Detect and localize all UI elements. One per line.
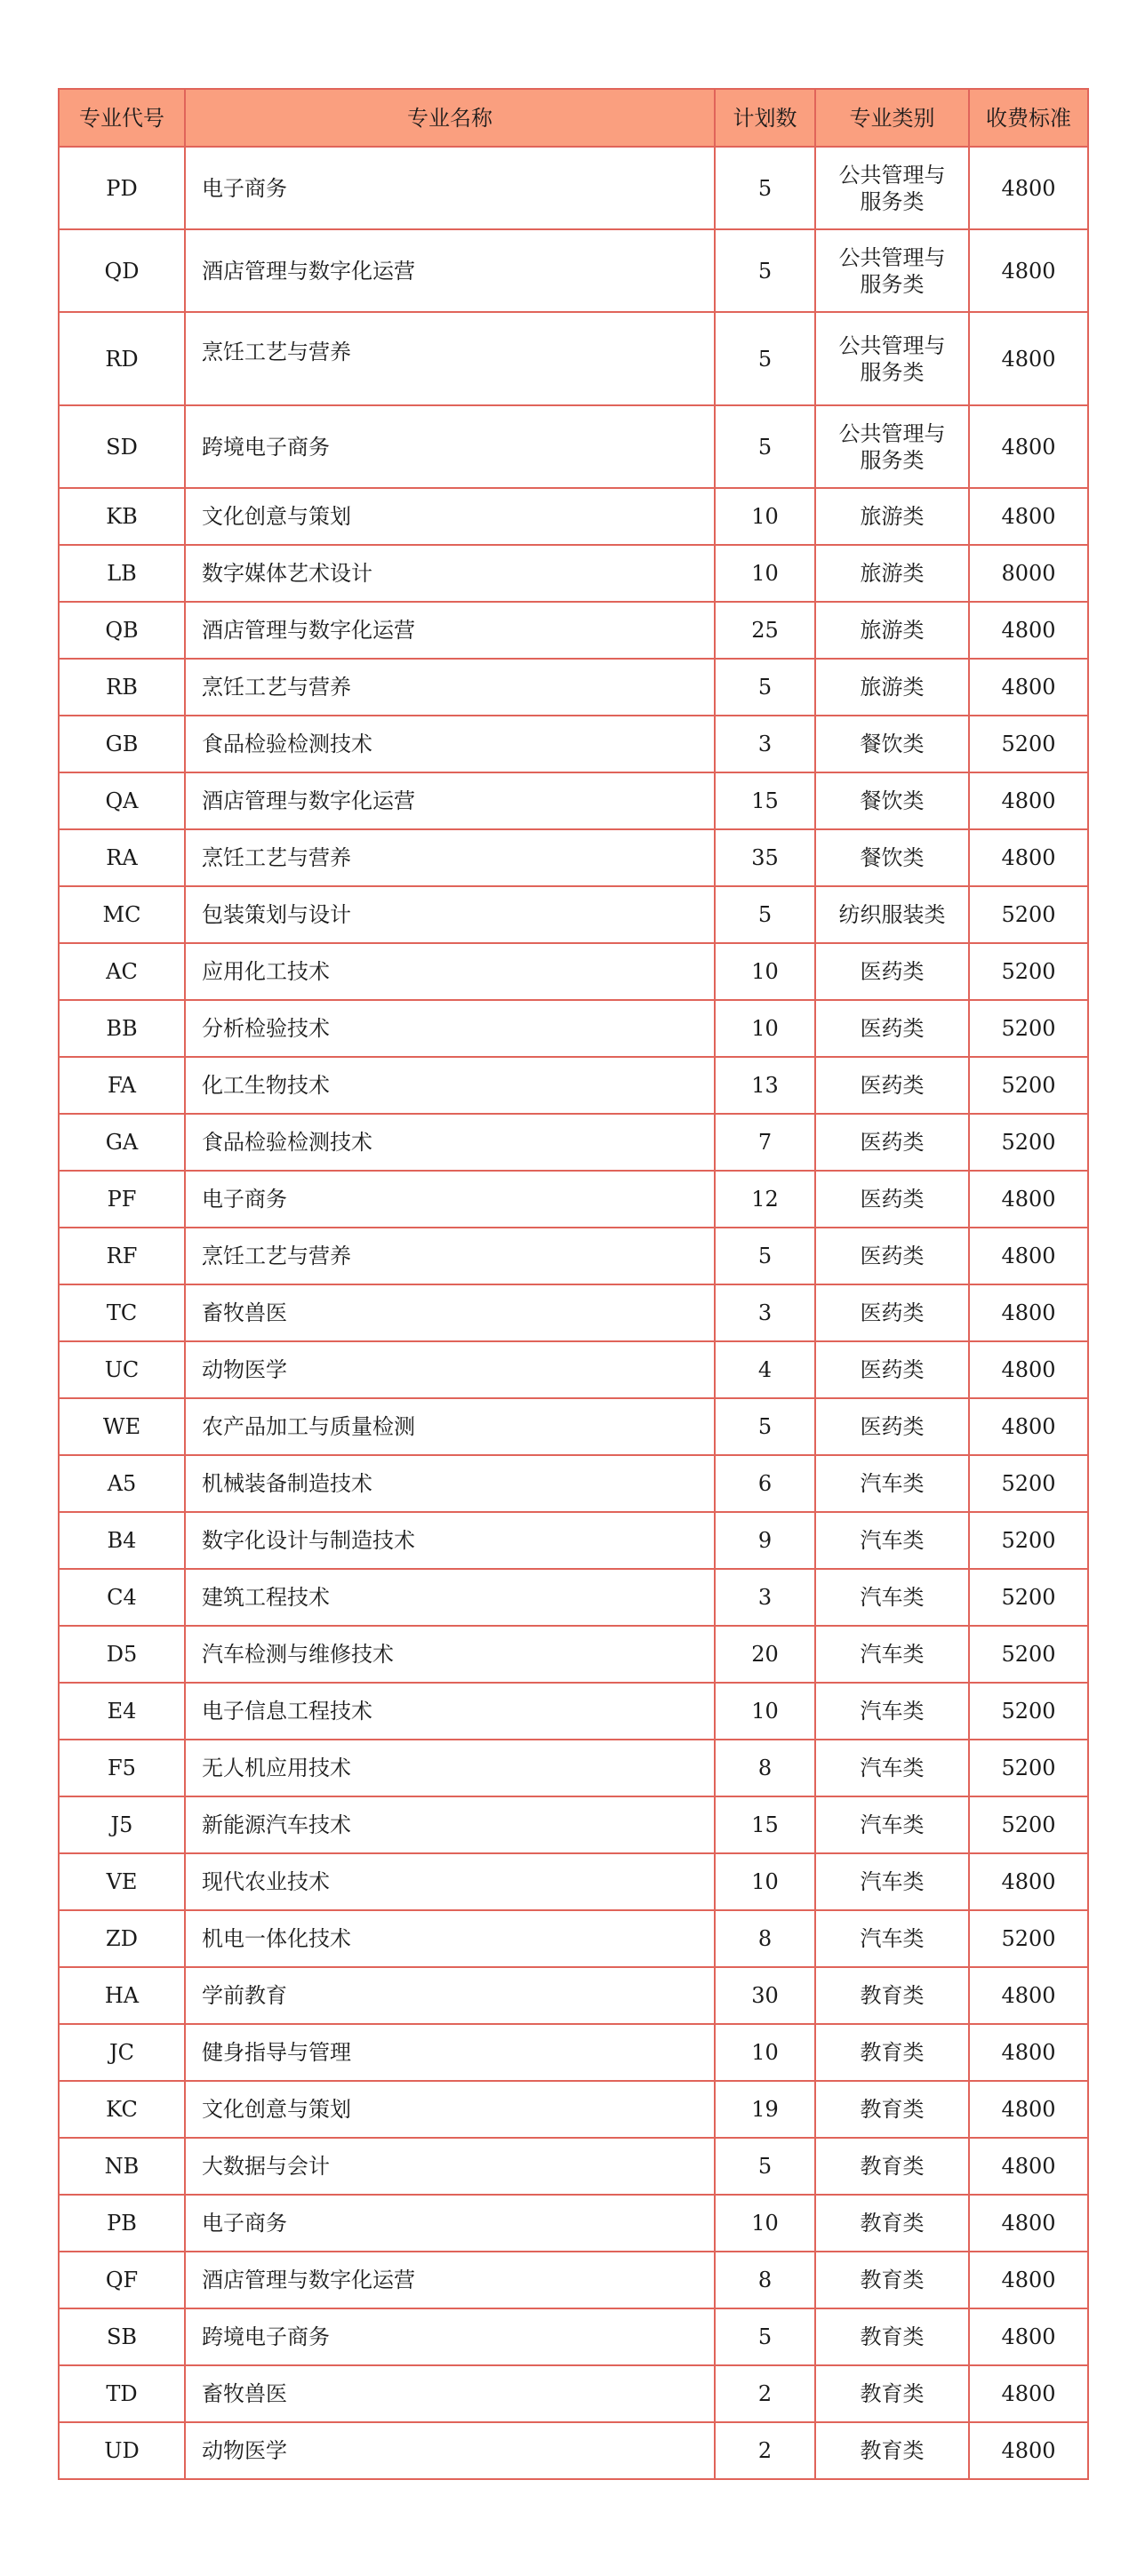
table-row <box>59 2422 1088 2479</box>
cell-fee: 8000 <box>969 545 1088 602</box>
table-row <box>59 716 1088 772</box>
table-row <box>59 1683 1088 1740</box>
cell-fee: 4800 <box>969 659 1088 716</box>
cell-category: 餐饮类 <box>815 772 969 829</box>
table-row <box>59 602 1088 659</box>
cell-category: 旅游类 <box>815 545 969 602</box>
cell-name: 数字化设计与制造技术 <box>185 1512 715 1569</box>
cell-category: 公共管理与 服务类 <box>815 147 969 229</box>
cell-plan: 5 <box>715 886 815 943</box>
cell-code: HA <box>59 1967 185 2024</box>
cell-plan: 10 <box>715 1000 815 1057</box>
cell-category: 汽车类 <box>815 1626 969 1683</box>
cell-plan: 3 <box>715 716 815 772</box>
cell-fee: 5200 <box>969 1569 1088 1626</box>
table-row <box>59 405 1088 488</box>
table-row <box>59 2138 1088 2195</box>
cell-fee: 5200 <box>969 1114 1088 1171</box>
cell-category: 医药类 <box>815 1114 969 1171</box>
cell-fee: 4800 <box>969 602 1088 659</box>
cell-name: 畜牧兽医 <box>185 2365 715 2422</box>
cell-code: RB <box>59 659 185 716</box>
cell-code: PB <box>59 2195 185 2252</box>
table-row <box>59 1000 1088 1057</box>
cell-name: 食品检验检测技术 <box>185 1114 715 1171</box>
cell-code: FA <box>59 1057 185 1114</box>
cell-name: 动物医学 <box>185 2422 715 2479</box>
cell-code: SD <box>59 405 185 488</box>
cell-fee: 5200 <box>969 1626 1088 1683</box>
table-row <box>59 1910 1088 1967</box>
table-row <box>59 147 1088 229</box>
cell-fee: 4800 <box>969 1853 1088 1910</box>
cell-category: 餐饮类 <box>815 716 969 772</box>
cell-plan: 5 <box>715 229 815 312</box>
cell-fee: 4800 <box>969 1967 1088 2024</box>
cell-category: 医药类 <box>815 1171 969 1228</box>
cell-code: WE <box>59 1398 185 1455</box>
cell-fee: 4800 <box>969 2422 1088 2479</box>
cell-category: 旅游类 <box>815 659 969 716</box>
table-row <box>59 1569 1088 1626</box>
cell-name: 烹饪工艺与营养 <box>185 829 715 886</box>
cell-plan: 35 <box>715 829 815 886</box>
cell-category: 汽车类 <box>815 1683 969 1740</box>
cell-plan: 25 <box>715 602 815 659</box>
header-fee: 收费标准 <box>969 89 1088 147</box>
cell-code: UC <box>59 1341 185 1398</box>
cell-category: 汽车类 <box>815 1796 969 1853</box>
table-header <box>59 89 1088 147</box>
cell-name: 烹饪工艺与营养 <box>185 312 715 405</box>
table-row <box>59 1512 1088 1569</box>
cell-fee: 5200 <box>969 1512 1088 1569</box>
cell-plan: 5 <box>715 312 815 405</box>
cell-code: LB <box>59 545 185 602</box>
cell-category: 汽车类 <box>815 1512 969 1569</box>
cell-code: PD <box>59 147 185 229</box>
cell-fee: 5200 <box>969 1910 1088 1967</box>
table-row <box>59 545 1088 602</box>
cell-name: 化工生物技术 <box>185 1057 715 1114</box>
cell-plan: 10 <box>715 943 815 1000</box>
cell-code: QD <box>59 229 185 312</box>
cell-code: JC <box>59 2024 185 2081</box>
cell-name: 动物医学 <box>185 1341 715 1398</box>
cell-name: 无人机应用技术 <box>185 1740 715 1796</box>
cell-code: TC <box>59 1284 185 1341</box>
cell-fee: 4800 <box>969 2195 1088 2252</box>
table-row <box>59 772 1088 829</box>
cell-plan: 5 <box>715 2138 815 2195</box>
cell-code: QB <box>59 602 185 659</box>
cell-category: 教育类 <box>815 2081 969 2138</box>
cell-fee: 5200 <box>969 716 1088 772</box>
cell-category: 医药类 <box>815 1228 969 1284</box>
cell-code: KC <box>59 2081 185 2138</box>
cell-code: AC <box>59 943 185 1000</box>
cell-plan: 8 <box>715 2252 815 2308</box>
cell-code: B4 <box>59 1512 185 1569</box>
cell-fee: 5200 <box>969 1683 1088 1740</box>
cell-category: 公共管理与 服务类 <box>815 405 969 488</box>
cell-category: 汽车类 <box>815 1910 969 1967</box>
cell-name: 机电一体化技术 <box>185 1910 715 1967</box>
cell-plan: 10 <box>715 545 815 602</box>
cell-name: 建筑工程技术 <box>185 1569 715 1626</box>
table-row <box>59 229 1088 312</box>
cell-category: 医药类 <box>815 1000 969 1057</box>
table-row <box>59 1284 1088 1341</box>
cell-name: 文化创意与策划 <box>185 488 715 545</box>
cell-category: 汽车类 <box>815 1740 969 1796</box>
cell-plan: 2 <box>715 2422 815 2479</box>
cell-category: 旅游类 <box>815 488 969 545</box>
cell-plan: 3 <box>715 1284 815 1341</box>
cell-fee: 4800 <box>969 147 1088 229</box>
table-row <box>59 1626 1088 1683</box>
header-plan: 计划数 <box>715 89 815 147</box>
cell-fee: 5200 <box>969 886 1088 943</box>
cell-code: F5 <box>59 1740 185 1796</box>
cell-plan: 3 <box>715 1569 815 1626</box>
cell-fee: 5200 <box>969 943 1088 1000</box>
header-row <box>59 89 1088 147</box>
cell-code: BB <box>59 1000 185 1057</box>
cell-code: VE <box>59 1853 185 1910</box>
header-category: 专业类别 <box>815 89 969 147</box>
cell-name: 酒店管理与数字化运营 <box>185 772 715 829</box>
table-row <box>59 2308 1088 2365</box>
table-row <box>59 2024 1088 2081</box>
cell-plan: 20 <box>715 1626 815 1683</box>
cell-category: 教育类 <box>815 2422 969 2479</box>
table-body <box>59 147 1088 2479</box>
cell-plan: 30 <box>715 1967 815 2024</box>
cell-plan: 15 <box>715 772 815 829</box>
cell-name: 酒店管理与数字化运营 <box>185 229 715 312</box>
cell-code: C4 <box>59 1569 185 1626</box>
cell-category: 医药类 <box>815 1341 969 1398</box>
cell-name: 电子商务 <box>185 1171 715 1228</box>
cell-fee: 4800 <box>969 1228 1088 1284</box>
cell-fee: 5200 <box>969 1455 1088 1512</box>
cell-category: 医药类 <box>815 1398 969 1455</box>
table-row <box>59 312 1088 405</box>
cell-category: 医药类 <box>815 1057 969 1114</box>
cell-fee: 4800 <box>969 312 1088 405</box>
header-code: 专业代号 <box>59 89 185 147</box>
cell-name: 畜牧兽医 <box>185 1284 715 1341</box>
cell-plan: 5 <box>715 147 815 229</box>
cell-code: GA <box>59 1114 185 1171</box>
cell-category: 汽车类 <box>815 1853 969 1910</box>
cell-plan: 6 <box>715 1455 815 1512</box>
cell-category: 教育类 <box>815 1967 969 2024</box>
table-row <box>59 659 1088 716</box>
cell-fee: 4800 <box>969 1284 1088 1341</box>
cell-fee: 4800 <box>969 1341 1088 1398</box>
cell-category: 教育类 <box>815 2252 969 2308</box>
cell-code: E4 <box>59 1683 185 1740</box>
cell-name: 跨境电子商务 <box>185 2308 715 2365</box>
cell-category: 纺织服装类 <box>815 886 969 943</box>
cell-fee: 4800 <box>969 2138 1088 2195</box>
table-row <box>59 886 1088 943</box>
cell-code: RF <box>59 1228 185 1284</box>
cell-fee: 4800 <box>969 229 1088 312</box>
cell-plan: 8 <box>715 1740 815 1796</box>
cell-plan: 10 <box>715 2024 815 2081</box>
table-row <box>59 1398 1088 1455</box>
cell-code: QA <box>59 772 185 829</box>
table-row <box>59 1057 1088 1114</box>
cell-plan: 9 <box>715 1512 815 1569</box>
cell-fee: 5200 <box>969 1057 1088 1114</box>
cell-code: D5 <box>59 1626 185 1683</box>
cell-name: 烹饪工艺与营养 <box>185 1228 715 1284</box>
cell-category: 教育类 <box>815 2365 969 2422</box>
cell-name: 现代农业技术 <box>185 1853 715 1910</box>
cell-plan: 5 <box>715 1398 815 1455</box>
cell-category: 公共管理与 服务类 <box>815 312 969 405</box>
table-row <box>59 1114 1088 1171</box>
cell-plan: 10 <box>715 2195 815 2252</box>
cell-fee: 5200 <box>969 1000 1088 1057</box>
enrollment-plan-table <box>58 88 1089 2480</box>
table-row <box>59 1853 1088 1910</box>
cell-plan: 15 <box>715 1796 815 1853</box>
cell-code: UD <box>59 2422 185 2479</box>
cell-fee: 4800 <box>969 2024 1088 2081</box>
cell-name: 数字媒体艺术设计 <box>185 545 715 602</box>
cell-fee: 5200 <box>969 1740 1088 1796</box>
cell-fee: 4800 <box>969 772 1088 829</box>
cell-fee: 4800 <box>969 2252 1088 2308</box>
cell-code: MC <box>59 886 185 943</box>
cell-plan: 10 <box>715 1683 815 1740</box>
cell-fee: 4800 <box>969 488 1088 545</box>
cell-name: 跨境电子商务 <box>185 405 715 488</box>
cell-code: GB <box>59 716 185 772</box>
cell-name: 包装策划与设计 <box>185 886 715 943</box>
table-row <box>59 1796 1088 1853</box>
cell-category: 汽车类 <box>815 1569 969 1626</box>
table-row <box>59 1171 1088 1228</box>
header-name: 专业名称 <box>185 89 715 147</box>
cell-plan: 5 <box>715 2308 815 2365</box>
cell-fee: 4800 <box>969 2081 1088 2138</box>
cell-code: RD <box>59 312 185 405</box>
cell-code: NB <box>59 2138 185 2195</box>
table-row <box>59 1228 1088 1284</box>
cell-name: 汽车检测与维修技术 <box>185 1626 715 1683</box>
cell-name: 文化创意与策划 <box>185 2081 715 2138</box>
cell-code: J5 <box>59 1796 185 1853</box>
cell-category: 餐饮类 <box>815 829 969 886</box>
table-row <box>59 943 1088 1000</box>
cell-name: 健身指导与管理 <box>185 2024 715 2081</box>
cell-name: 新能源汽车技术 <box>185 1796 715 1853</box>
cell-plan: 12 <box>715 1171 815 1228</box>
cell-fee: 4800 <box>969 2308 1088 2365</box>
cell-category: 旅游类 <box>815 602 969 659</box>
cell-plan: 5 <box>715 1228 815 1284</box>
cell-fee: 4800 <box>969 1398 1088 1455</box>
cell-name: 学前教育 <box>185 1967 715 2024</box>
cell-plan: 4 <box>715 1341 815 1398</box>
cell-name: 电子信息工程技术 <box>185 1683 715 1740</box>
cell-plan: 13 <box>715 1057 815 1114</box>
cell-category: 教育类 <box>815 2024 969 2081</box>
cell-code: QF <box>59 2252 185 2308</box>
cell-plan: 10 <box>715 488 815 545</box>
table-row <box>59 1967 1088 2024</box>
cell-code: A5 <box>59 1455 185 1512</box>
cell-plan: 10 <box>715 1853 815 1910</box>
cell-name: 分析检验技术 <box>185 1000 715 1057</box>
table-row <box>59 2365 1088 2422</box>
cell-name: 应用化工技术 <box>185 943 715 1000</box>
cell-code: KB <box>59 488 185 545</box>
cell-name: 机械装备制造技术 <box>185 1455 715 1512</box>
cell-plan: 19 <box>715 2081 815 2138</box>
cell-fee: 4800 <box>969 405 1088 488</box>
cell-category: 公共管理与 服务类 <box>815 229 969 312</box>
cell-code: SB <box>59 2308 185 2365</box>
cell-fee: 4800 <box>969 829 1088 886</box>
cell-plan: 5 <box>715 405 815 488</box>
cell-fee: 5200 <box>969 1796 1088 1853</box>
table-row <box>59 1341 1088 1398</box>
cell-category: 医药类 <box>815 1284 969 1341</box>
table-row <box>59 2081 1088 2138</box>
cell-code: PF <box>59 1171 185 1228</box>
cell-name: 电子商务 <box>185 2195 715 2252</box>
cell-name: 酒店管理与数字化运营 <box>185 602 715 659</box>
cell-code: RA <box>59 829 185 886</box>
cell-plan: 5 <box>715 659 815 716</box>
cell-category: 教育类 <box>815 2138 969 2195</box>
table-row <box>59 1740 1088 1796</box>
table-row <box>59 488 1088 545</box>
cell-fee: 4800 <box>969 1171 1088 1228</box>
cell-fee: 4800 <box>969 2365 1088 2422</box>
cell-name: 大数据与会计 <box>185 2138 715 2195</box>
cell-name: 烹饪工艺与营养 <box>185 659 715 716</box>
cell-category: 教育类 <box>815 2195 969 2252</box>
cell-plan: 7 <box>715 1114 815 1171</box>
cell-category: 教育类 <box>815 2308 969 2365</box>
cell-code: ZD <box>59 1910 185 1967</box>
cell-name: 农产品加工与质量检测 <box>185 1398 715 1455</box>
cell-plan: 2 <box>715 2365 815 2422</box>
cell-category: 汽车类 <box>815 1455 969 1512</box>
cell-name: 食品检验检测技术 <box>185 716 715 772</box>
table-row <box>59 829 1088 886</box>
cell-name: 酒店管理与数字化运营 <box>185 2252 715 2308</box>
cell-name: 电子商务 <box>185 147 715 229</box>
cell-category: 医药类 <box>815 943 969 1000</box>
cell-plan: 8 <box>715 1910 815 1967</box>
table-row <box>59 2252 1088 2308</box>
table-row <box>59 1455 1088 1512</box>
table-row <box>59 2195 1088 2252</box>
cell-code: TD <box>59 2365 185 2422</box>
